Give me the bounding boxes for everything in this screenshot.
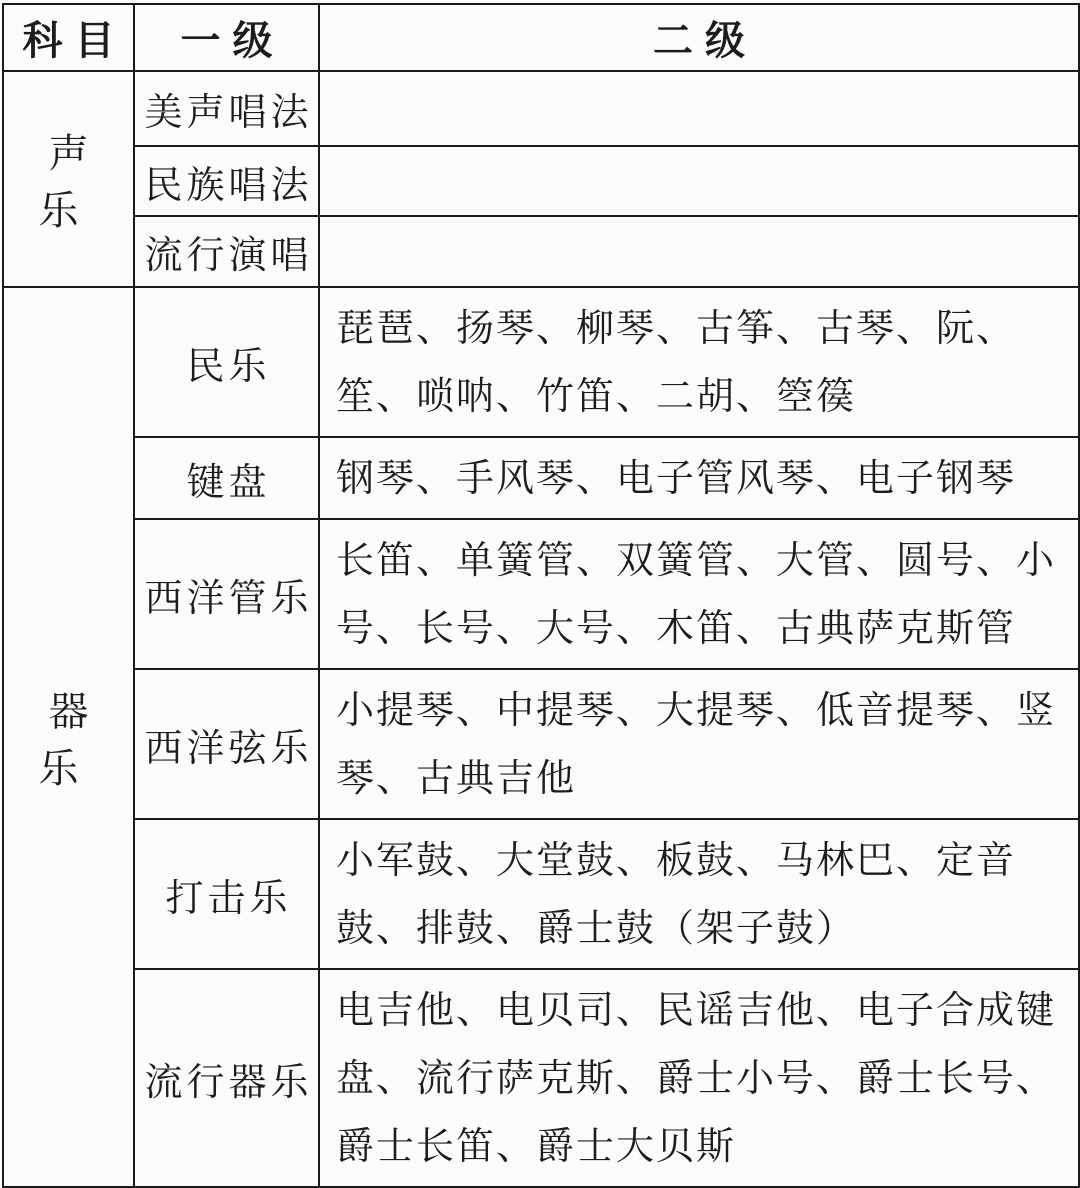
table-row xyxy=(3,287,1079,437)
table-row xyxy=(3,969,1079,1187)
level1-folk-music: 民乐 xyxy=(134,287,319,437)
level2-folk-music: 琵琶、扬琴、柳琴、古筝、古琴、阮、笙、唢呐、竹笛、二胡、箜篌 xyxy=(319,287,1079,437)
table-row xyxy=(3,216,1079,287)
level1-pop-instrumental: 流行器乐 xyxy=(134,969,319,1187)
level1-bel-canto: 美声唱法 xyxy=(134,71,319,146)
table-row xyxy=(3,669,1079,819)
level1-keyboard: 键盘 xyxy=(134,437,319,519)
level1-pop-singing: 流行演唱 xyxy=(134,216,319,287)
header-subject: 科目 xyxy=(3,4,134,71)
level2-pop-instrumental: 电吉他、电贝司、民谣吉他、电子合成键盘、流行萨克斯、爵士小号、爵士长号、爵士长笛、爵士大贝斯 xyxy=(319,969,1079,1187)
table-row xyxy=(3,519,1079,669)
table-header-row xyxy=(3,4,1079,71)
table-row xyxy=(3,819,1079,969)
level2-bel-canto xyxy=(319,71,1079,146)
level1-western-wind: 西洋管乐 xyxy=(134,519,319,669)
level2-percussion: 小军鼓、大堂鼓、板鼓、马林巴、定音鼓、排鼓、爵士鼓（架子鼓） xyxy=(319,819,1079,969)
level1-percussion: 打击乐 xyxy=(134,819,319,969)
subject-instrumental: 器乐 xyxy=(3,287,134,1187)
level2-pop-singing xyxy=(319,216,1079,287)
table-row xyxy=(3,71,1079,146)
music-subjects-table xyxy=(2,3,1080,1188)
table-row xyxy=(3,146,1079,216)
subject-vocal: 声乐 xyxy=(3,71,134,287)
level2-western-strings: 小提琴、中提琴、大提琴、低音提琴、竖琴、古典吉他 xyxy=(319,669,1079,819)
header-level1: 一级 xyxy=(134,4,319,71)
header-level2: 二级 xyxy=(319,4,1079,71)
level2-western-wind: 长笛、单簧管、双簧管、大管、圆号、小号、长号、大号、木笛、古典萨克斯管 xyxy=(319,519,1079,669)
level1-folk-singing: 民族唱法 xyxy=(134,146,319,216)
table-row xyxy=(3,437,1079,519)
level2-keyboard: 钢琴、手风琴、电子管风琴、电子钢琴 xyxy=(319,437,1079,519)
level2-folk-singing xyxy=(319,146,1079,216)
level1-western-strings: 西洋弦乐 xyxy=(134,669,319,819)
